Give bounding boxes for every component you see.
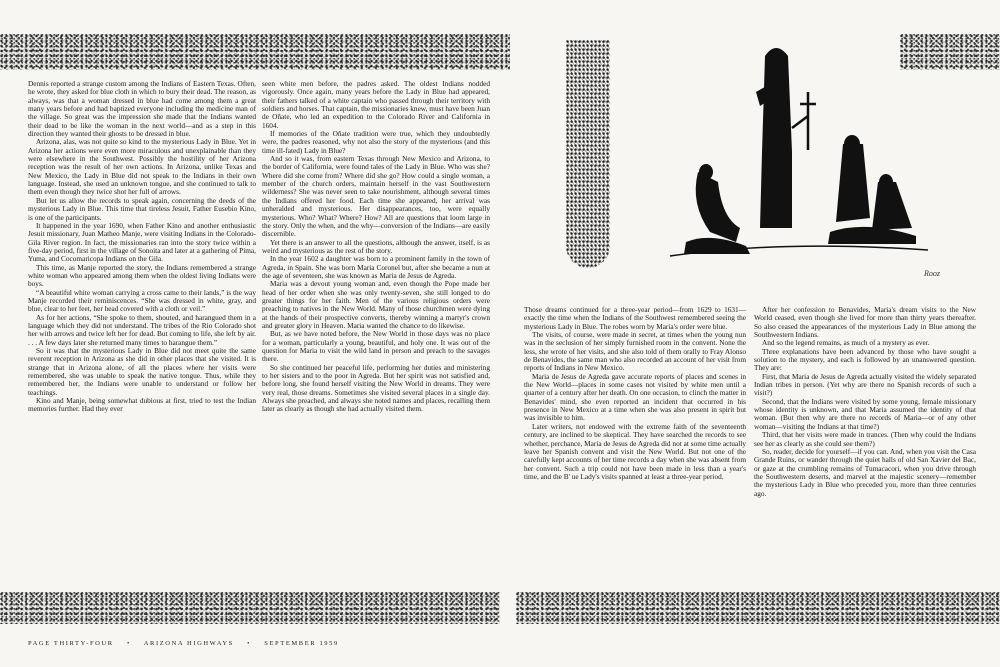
text-column-4	[754, 306, 976, 498]
paragraph: “A beautiful white woman carrying a cross came to their lands,” is the way Manje recorded their reminiscences. “She was dressed in white, gray, and blue, clear to her feet, her head covered with a cloth or veil.”	[28, 287, 256, 314]
cross-icon	[792, 92, 816, 150]
paragraph: If memories of the Oñate tradition were true, which they undoubtedly were, the padres reasoned, why not also the story of the mysterious (and this time ill-fated) Lady in Blue?	[262, 129, 490, 155]
bottom-right-ornament-band	[516, 592, 1000, 624]
nun-figure	[756, 48, 792, 228]
paragraph: Maria was a devout young woman and, even though the Pope made her head of her order when she was only twenty-seven, she still longed to do greater things for her faith. Men of the various religious orders were preaching to natives in the New World. Many of those churchmen were dying at the hands of their prospective converts, thereby winning a martyr's crown and greater glory in Heaven. Maria wanted the chance to do likewise.	[262, 279, 490, 330]
bottom-left-ornament-band	[0, 592, 500, 624]
paragraph: But let us allow the records to speak again, concerning the deeds of the mysterious Lady in Blue. This time that tireless Jesuit, Father Eusebio Kino, is one of the participants.	[28, 195, 256, 222]
magazine-name: ARIZONA HIGHWAYS	[143, 640, 234, 647]
kneeling-woman-left	[684, 164, 750, 254]
paragraph: And so it was, from eastern Texas through New Mexico and Arizona, to the border of California, were found tales of the Lady in Blue. Who was she? Where did she come from? Where did she go? How could a single woman, a member of the church orders, maintain herself in the vast Southwestern wilderness? She was never seen to take nourishment, although several times the Indians offered her food. Each time she appeared, her arrival was unheralded and mysterious. Her disappearances, too, were equally mysterious. Who? What? Where? How? All are questions that loom large in the story. Only the when, and the why—conversion of the Indians—are easily discernible.	[262, 154, 490, 239]
paragraph: Maria de Jesus de Agreda gave accurate reports of places and scenes in the New World—places in some cases not visited by white men until a quarter of a century after her death. On one occasion, to clinch the matter in Benavides' mind, she even reported an incident that occurred in his presence in New Mexico at a time when she was also present in spirit but was invisible to him.	[524, 371, 746, 423]
illustration	[560, 32, 980, 292]
paragraph: In the year 1602 a daughter was born to a prominent family in the town of Agreda, in Spain. She was born Maria Coronel but, after she became a nun at the age of seventeen, she was known as Maria de Jesus de Agreda.	[262, 254, 490, 280]
paragraph: Those dreams continued for a three-year period—from 1629 to 1631—exactly the time when the Indians of the Southwest remembered seeing the mysterious Lady in Blue. The robes worn by Maria's order were blue.	[524, 305, 746, 331]
paragraph: But, as we have noted before, the New World in those days was no place for a woman, particularly a young, beautiful, and holy one. It was out of the question for Maria to visit the wild land in person and preach to the savages there.	[262, 329, 490, 364]
paragraph: So, reader, decide for yourself—if you can. And, when you visit the Casa Grande Ruins, or wander through the quiet halls of old San Xavier del Bac, or gaze at the crumbling remains of Tumacacori, when you drive through the Southwestern deserts, and marvel at the majestic scenery—remember the mysterious Lady in Blue who preceded you, more than three centuries ago.	[754, 446, 976, 498]
text-column-1	[28, 80, 256, 414]
paragraph: And so the legend remains, as much of a mystery as ever.	[762, 338, 930, 348]
paragraph: Kino and Manje, being somewhat dubious at first, tried to test the Indian memories further. Had they ever	[28, 396, 256, 414]
text-column-3	[524, 306, 746, 481]
page-number-label: PAGE THIRTY-FOUR	[28, 640, 114, 647]
paragraph: Yet there is an answer to all the questions, although the answer, itself, is as weird and mysterious as the rest of the story.	[262, 237, 490, 255]
paragraph: As for her actions, “She spoke to them, shouted, and harangued them in a language which they did not understand. The tribes of the Rio Colorado shot her with arrows and twice left her for dead. But coming to life, she left by air. . . . A few days later she returned many times to harangue them.”	[28, 312, 256, 347]
paragraph: This time, as Manje reported the story, the Indians remembered a strange white woman who appeared among them when the oldest living Indians were boys.	[28, 262, 256, 289]
seated-woman-right	[828, 135, 916, 244]
footer-separator: •	[247, 640, 252, 647]
issue-date: SEPTEMBER 1959	[264, 640, 339, 647]
paragraph: Arizona, alas, was not quite so kind to the mysterious Lady in Blue. Yet in Arizona her actions were even more miraculous and unexplainable than they were elsewhere in the Southwest. Possibly the hostility of her Arizona reception was the result of her own actions. In Arizona, unlike Texas and New Mexico, the Lady in Blue did not speak to the Indians in their own language. Instead, she used an unknown tongue, and she continued to talk to them even though they twice shot her full of arrows.	[28, 137, 256, 197]
paragraph: Three explanations have been advanced by those who have sought a solution to the mystery, and each is followed by an unanswered question. They are:	[754, 346, 976, 373]
page-footer	[28, 640, 339, 647]
top-left-ornament-band	[0, 34, 510, 70]
text-column-2	[262, 80, 490, 414]
paragraph: It happened in the year 1690, when Father Kino and another enthusiastic Jesuit missionary, Juan Matheo Manje, were visiting Indians in the Colorado-Gila River region. In fact, the missionaries ran into the story twice within a five-day period, first in the village of Sonoita and later at a gathering of Pima, Yuma, and Cocomaricopa Indians on the Gila.	[28, 220, 256, 264]
paragraph: First, that Maria de Jesus de Agreda actually visited the widely separated Indian tribes in person. (Yet why are there no Spanish records of such a visit?)	[754, 371, 976, 398]
paragraph: seen white men before, the padres asked. The oldest Indians nodded vigorously. Once again, many years before the Lady in Blue had appeared, their fathers talked of a white captain who passed through their territory with soldiers and horses. That captain, the missionaries knew, must have been Juan de Oñate, who led an expedition to the Colorado River and California in 1604.	[262, 79, 490, 130]
paragraph: Later writers, not endowed with the extreme faith of the seventeenth century, are inclined to be skeptical. They have searched the records to see whether, perchance, Maria de Jesus de Agreda did not at some time actually leave her Spanish convent and visit the New World. But not one of the carefully kept accounts of her time records a day when she was absent from her convent. Such a trip could not have been made in less than a year's time, and the B' ue Lady's visits spanned at least a three-year period.	[524, 421, 746, 481]
illustrator-signature: Rooz	[924, 269, 940, 278]
paragraph: Dennis reported a strange custom among the Indians of Eastern Texas. Often, he wrote, they asked for blue cloth in which to bury their dead. The reason, as always, was that a woman dressed in blue had come among them a great many years before and had baptized everyone including the medicine man of the village. So great was the impression she made that the Indians wanted their dead to be like the woman in the next world—and as a step in this direction they wanted their ghosts to be dressed in blue.	[28, 79, 256, 139]
footer-separator: •	[126, 640, 131, 647]
paragraph: So she continued her peaceful life, performing her duties and ministering to her sisters and to the poor in Agreda. But her spirit was not satisfied and, before long, she found herself visiting the New World in dreams. They were very real, those dreams. Sometimes she visited several places in a single day. Always she preached, and always she noted names and places, recalling them later as clearly as though she had actually visited them.	[262, 362, 490, 414]
paragraph: The visits, of course, were made in secret, at times when the young nun was in the seclusion of her simply furnished room in the convent. None the less, she wrote of her visits, and she also told of them orally to Fray Alonso de Benavides, the same man who also recorded an account of her visit from reports of Indians in New Mexico.	[524, 330, 746, 373]
paragraph: Second, that the Indians were visited by some young, female missionary whose identity is unknown, and that Maria assumed the identity of that woman. (But then why are there no records of Maria—or of any other woman—visiting the Indians at that time?)	[754, 396, 976, 431]
paragraph: After her confession to Benavides, Maria's dream visits to the New World ceased, even though she lived for more than thirty years thereafter. So also ceased the appearances of the mysterious Lady in Blue among the Southwestern Indians.	[754, 305, 976, 340]
paragraph: Third, that her visits were made in trances. (Then why could the Indians see her as clearly as she could see them?)	[754, 430, 976, 448]
paragraph: So it was that the mysterious Lady in Blue did not meet quite the same reverent reception in Arizona as she did in other places that she visited. It is strange that in Arizona alone, of all the places where her visits were remembered, she was unable to speak the native tongue. Thus, while they remembered her, the Indians were unable to understand or follow her teachings.	[28, 346, 256, 397]
